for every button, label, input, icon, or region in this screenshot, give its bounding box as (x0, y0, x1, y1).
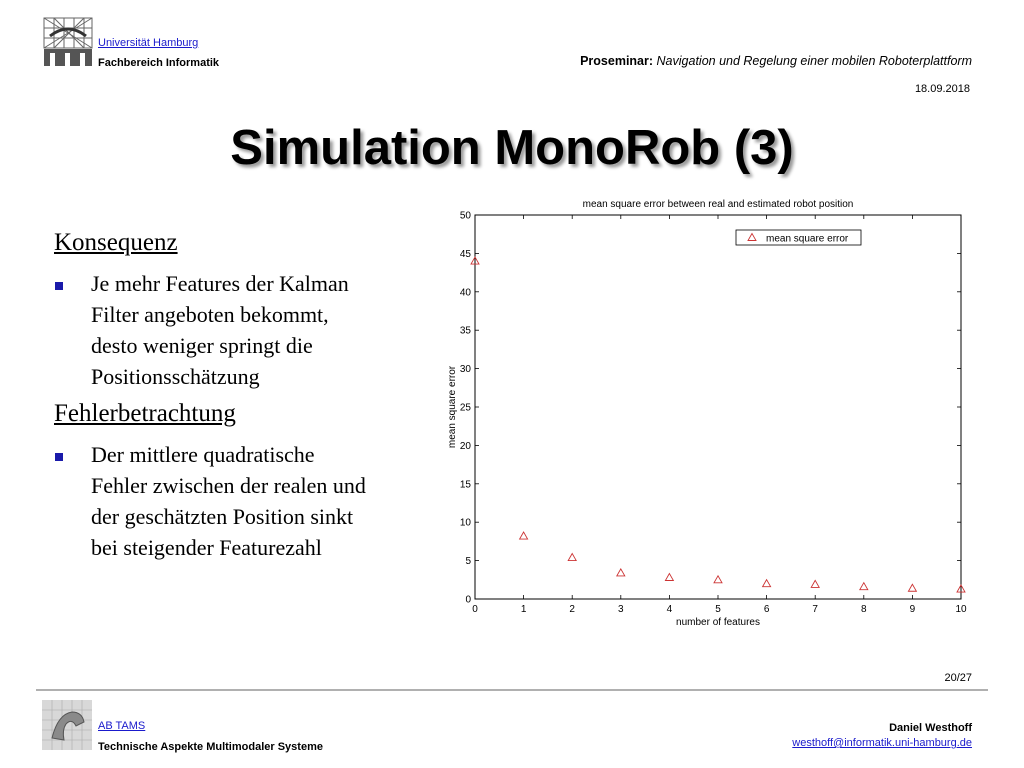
legend-label: mean square error (766, 233, 849, 245)
chart-legend (736, 230, 861, 245)
footer-divider (36, 689, 988, 691)
y-tick-label: 5 (465, 556, 471, 568)
x-tick-label: 2 (569, 604, 575, 615)
data-point-marker (568, 554, 576, 561)
x-tick-label: 4 (666, 604, 673, 615)
data-point-marker (665, 573, 673, 580)
bullet-text-konsequenz (91, 268, 431, 392)
section-heading-konsequenz: Konsequenz (54, 229, 178, 256)
x-tick-label: 0 (472, 604, 478, 615)
bullet-line: Der mittlere quadratische (91, 442, 315, 467)
bullet-line: desto weniger springt die (91, 333, 313, 358)
y-tick-label: 10 (459, 517, 471, 529)
author-name: Daniel Westhoff (889, 722, 972, 734)
y-tick-label: 30 (459, 364, 471, 376)
bullet-marker (55, 282, 63, 290)
seminar-title: Navigation und Regelung einer mobilen Roboterplattform (656, 54, 972, 68)
university-link[interactable]: Universität Hamburg (98, 37, 199, 49)
university-logo (42, 16, 94, 68)
bullet-line: bei steigender Featurezahl (91, 535, 322, 560)
department-name: Fachbereich Informatik (98, 57, 220, 69)
slide-date: 18.09.2018 (914, 83, 970, 95)
data-point-marker (860, 583, 868, 590)
group-name: Technische Aspekte Multimodaler Systeme (98, 741, 323, 753)
bullet-line: der geschätzten Position sinkt (91, 504, 354, 529)
bullet-line: Filter angeboten bekommt, (91, 302, 329, 327)
y-tick-label: 50 (459, 210, 471, 222)
bullet-line: Fehler zwischen der realen und (91, 473, 366, 498)
bullet-marker (55, 453, 63, 461)
data-points (471, 257, 965, 592)
bullet-text-fehlerbetrachtung (91, 439, 431, 563)
x-tick-label: 1 (520, 604, 527, 615)
data-point-marker (908, 584, 916, 591)
x-tick-label: 10 (955, 604, 967, 615)
bullet-line: Positionsschätzung (91, 364, 260, 389)
data-point-marker (714, 576, 722, 583)
seminar-label: Proseminar: (580, 54, 654, 68)
chart-title: mean square error between real and estimated robot position (582, 199, 854, 210)
x-tick-label: 9 (909, 604, 916, 615)
x-tick-label: 8 (861, 604, 867, 615)
x-axis-label: number of features (676, 617, 760, 628)
page-number: 20/27 (944, 672, 972, 684)
x-tick-label: 5 (715, 604, 721, 615)
y-tick-label: 45 (459, 248, 471, 260)
author-email-link[interactable]: westhoff@informatik.uni-hamburg.de (792, 737, 972, 749)
y-tick-label: 15 (459, 479, 471, 491)
x-tick-label: 6 (763, 604, 770, 615)
y-axis-label: mean square error (447, 365, 458, 449)
mse-chart (420, 190, 1000, 635)
slide-title: Simulation MonoRob (3) (230, 121, 794, 175)
y-tick-label: 35 (459, 325, 471, 337)
y-tick-label: 20 (459, 440, 471, 452)
data-point-marker (617, 569, 625, 576)
bullet-line: Je mehr Features der Kalman (91, 271, 349, 296)
plot-area (475, 215, 961, 599)
ab-tams-link[interactable]: AB TAMS (98, 720, 146, 732)
x-tick-label: 7 (812, 604, 818, 615)
axis-ticks (460, 211, 967, 616)
y-tick-label: 25 (459, 402, 471, 414)
y-tick-label: 40 (459, 287, 471, 299)
seminar-header (580, 54, 972, 68)
x-tick-label: 3 (618, 604, 624, 615)
data-point-marker (763, 580, 771, 587)
data-point-marker (811, 580, 819, 587)
data-point-marker (520, 532, 528, 539)
tams-logo (42, 700, 92, 750)
section-heading-fehlerbetrachtung: Fehlerbetrachtung (54, 400, 236, 427)
y-tick-label: 0 (465, 594, 471, 606)
